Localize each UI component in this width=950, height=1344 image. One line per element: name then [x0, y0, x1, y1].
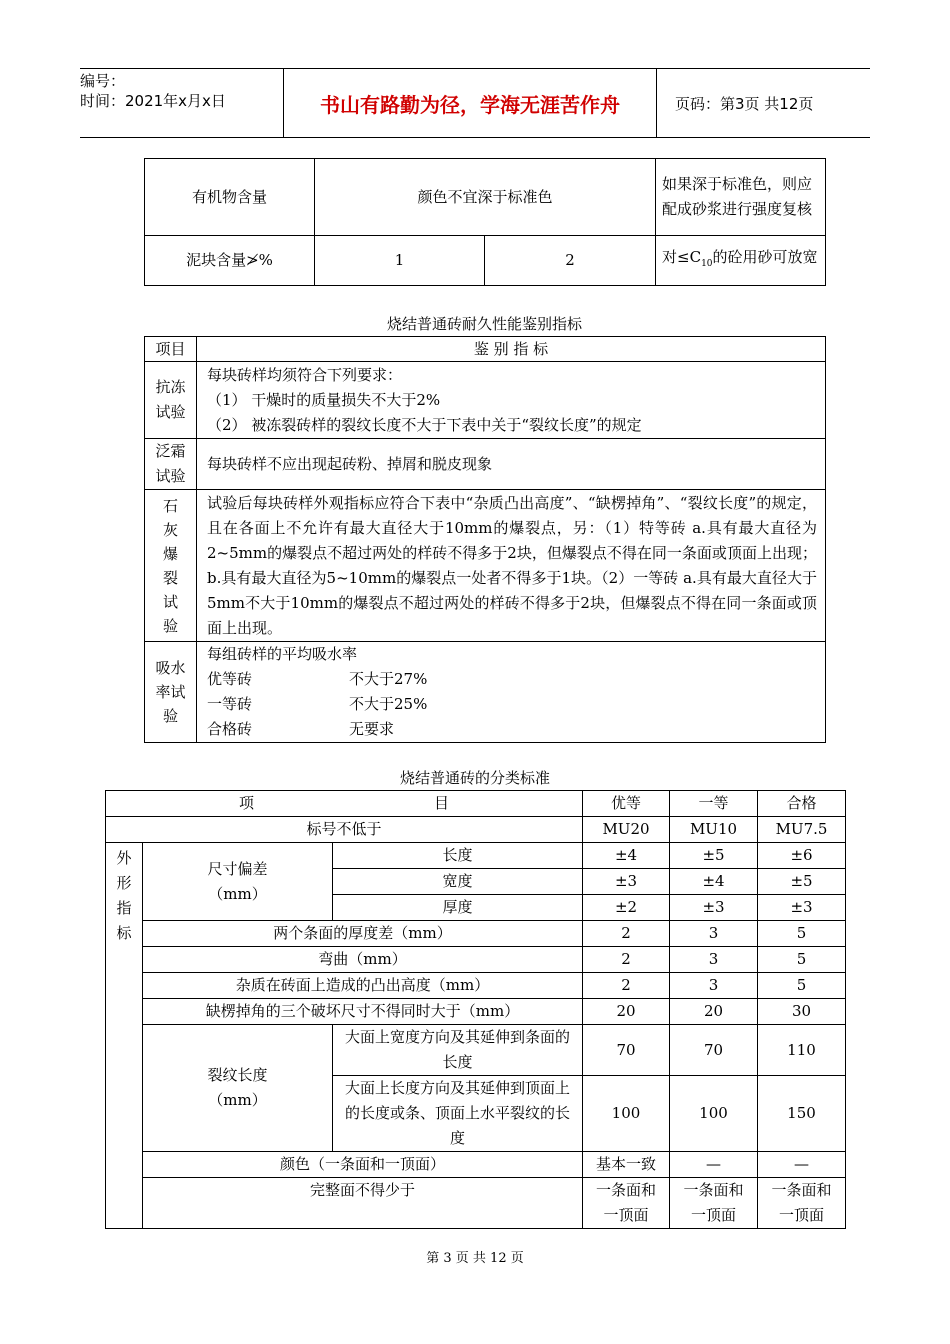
impurity-height-g3: 5 [758, 973, 846, 999]
grade-name: 合格砖 [207, 720, 253, 738]
freeze-test-content [197, 362, 826, 439]
header-left [80, 69, 282, 139]
corner-damage-g2: 20 [670, 999, 758, 1025]
table-row [145, 642, 826, 743]
crack-width-dir-g3: 110 [758, 1025, 846, 1076]
table-row [106, 999, 846, 1025]
corner-damage-g3: 30 [758, 999, 846, 1025]
durability-head-item: 项目 [145, 337, 197, 362]
crack-length-dir-g2: 100 [670, 1076, 758, 1152]
efflorescence-test-content: 每块砖样不应出现起砖粉、掉屑和脱皮现象 [197, 439, 826, 490]
header-page-info [665, 69, 870, 137]
grade-row-g1: MU20 [583, 817, 670, 843]
grade-row-g3: MU7.5 [758, 817, 846, 843]
size-dev-width-label: 宽度 [333, 869, 583, 895]
water-absorption-test-label: 吸水率试验 [145, 642, 197, 743]
head-item-b: 目 [434, 794, 450, 812]
crack-length-dir-g3: 150 [758, 1076, 846, 1152]
organic-content-value: 颜色不宜深于标准色 [315, 159, 656, 236]
header-number-label: 编号： [80, 72, 126, 90]
table-row [106, 1178, 846, 1229]
grade-line [207, 717, 819, 742]
grade-row-g2: MU10 [670, 817, 758, 843]
size-dev-width-g3: ±5 [758, 869, 846, 895]
classification-table-title: 烧结普通砖的分类标准 [399, 769, 550, 787]
crack-length-label-b: （mm） [208, 1091, 267, 1109]
table-row [106, 1025, 846, 1076]
table-row [145, 236, 826, 286]
grade-value: 无要求 [349, 720, 395, 738]
head-grade-2: 一等 [670, 791, 758, 817]
crack-width-dir-g2: 70 [670, 1025, 758, 1076]
thickness-diff-g2: 3 [670, 921, 758, 947]
color-g1: 基本一致 [583, 1152, 670, 1178]
grade-value: 不大于27% [349, 670, 428, 688]
page-header [80, 68, 870, 138]
impurity-height-label: 杂质在砖面上造成的凸出高度（mm） [143, 973, 583, 999]
size-dev-length-g3: ±6 [758, 843, 846, 869]
color-g3: — [758, 1152, 846, 1178]
clay-lump-value-2: 2 [485, 236, 656, 286]
grade-name: 优等砖 [207, 670, 253, 688]
complete-face-label: 完整面不得少于 [143, 1178, 583, 1229]
bending-label: 弯曲（mm） [143, 947, 583, 973]
complete-face-g3: 一条面和一顶面 [758, 1178, 846, 1229]
durability-head-index: 鉴 别 指 标 [197, 337, 826, 362]
size-dev-length-g2: ±5 [670, 843, 758, 869]
bending-g1: 2 [583, 947, 670, 973]
head-grade-1: 优等 [583, 791, 670, 817]
header-page-info-text: 页码：第3页 共12页 [675, 94, 814, 113]
appearance-group-label: 外形指标 [106, 843, 143, 1229]
clay-lump-note-b: 的砼用砂可放宽 [712, 247, 818, 266]
lime-burst-test-content: 试验后每块砖样外观指标应符合下表中“杂质凸出高度”、“缺楞掉角”、“裂纹长度”的规定，且在各面上不允许有最大直径大于10mm的爆裂点，另：（1）特等砖 a.具有最大直径为2~5mm的爆裂点不超过两处的样砖不得多于2块，但爆裂点不得在同一条面或顶面上出现；b.具有最大直径为5~10mm的爆裂点一处者不得多于1块。（2）一等砖 a.具有最大直径大于5mm不大于10mm的爆裂点不超过两处的样砖不得多于2块，但爆裂点不得在同一条面或顶面上出现。 [197, 490, 826, 642]
table-row [145, 337, 826, 362]
size-dev-length-g1: ±4 [583, 843, 670, 869]
clay-lump-value-1: 1 [315, 236, 485, 286]
thickness-diff-g1: 2 [583, 921, 670, 947]
size-dev-thickness-g3: ±3 [758, 895, 846, 921]
head-item-a: 项 [238, 794, 254, 812]
complete-face-g1: 一条面和一顶面 [583, 1178, 670, 1229]
table-row [106, 947, 846, 973]
size-dev-thickness-g2: ±3 [670, 895, 758, 921]
table-row [106, 791, 846, 817]
table-row [106, 973, 846, 999]
clay-lump-note-a: 对≤C [662, 247, 702, 266]
freeze-test-label: 抗冻试验 [145, 362, 197, 439]
crack-width-dir-g1: 70 [583, 1025, 670, 1076]
sand-impurity-table [144, 158, 826, 286]
size-dev-thickness-label: 厚度 [333, 895, 583, 921]
table-row [106, 843, 846, 869]
table-row [145, 490, 826, 642]
efflorescence-test-label: 泛霜试验 [145, 439, 197, 490]
grade-name: 一等砖 [207, 695, 253, 713]
freeze-line-2: （1） 干燥时的质量损失不大于2% [207, 390, 441, 409]
durability-table [144, 336, 826, 743]
table-row [145, 362, 826, 439]
size-dev-thickness-g1: ±2 [583, 895, 670, 921]
organic-content-label: 有机物含量 [145, 159, 315, 236]
table-row [145, 159, 826, 236]
bending-g3: 5 [758, 947, 846, 973]
size-dev-width-g1: ±3 [583, 869, 670, 895]
size-dev-length-label: 长度 [333, 843, 583, 869]
grade-line [207, 692, 819, 717]
crack-length-label-a: 裂纹长度 [207, 1066, 268, 1084]
corner-damage-label: 缺楞掉角的三个破坏尺寸不得同时大于（mm） [143, 999, 583, 1025]
header-motto: 书山有路勤为径，学海无涯苦作舟 [283, 69, 657, 137]
color-label: 颜色（一条面和一顶面） [143, 1152, 583, 1178]
size-dev-width-g2: ±4 [670, 869, 758, 895]
table-row [106, 817, 846, 843]
thickness-diff-g3: 5 [758, 921, 846, 947]
thickness-diff-label: 两个条面的厚度差（mm） [143, 921, 583, 947]
grade-row-label: 标号不低于 [106, 817, 583, 843]
table-row [106, 921, 846, 947]
clay-lump-note-sub: 10 [701, 258, 713, 269]
impurity-height-g1: 2 [583, 973, 670, 999]
page-footer: 第 3 页 共 12 页 [426, 1251, 524, 1266]
durability-table-title: 烧结普通砖耐久性能鉴别指标 [386, 315, 582, 333]
water-absorption-test-content [197, 642, 826, 743]
lime-burst-test-label: 石灰爆裂试验 [145, 490, 197, 642]
table-row [145, 439, 826, 490]
complete-face-g2: 一条面和一顶面 [670, 1178, 758, 1229]
clay-lump-note [656, 236, 826, 286]
head-item [106, 791, 583, 817]
header-time-label: 时间：2021年x月x日 [80, 92, 226, 110]
corner-damage-g1: 20 [583, 999, 670, 1025]
water-absorption-title: 每组砖样的平均吸水率 [207, 645, 358, 663]
freeze-line-1: 每块砖样均须符合下列要求： [207, 365, 403, 384]
freeze-line-3: （2） 被冻裂砖样的裂纹长度不大于下表中关于“裂纹长度”的规定 [207, 415, 642, 434]
color-g2: — [670, 1152, 758, 1178]
crack-length-label [143, 1025, 333, 1152]
clay-lump-label: 泥块含量≯% [145, 236, 315, 286]
table-row [106, 1152, 846, 1178]
crack-length-dir-label: 大面上长度方向及其延伸到顶面上的长度或条、顶面上水平裂纹的长度 [333, 1076, 583, 1152]
organic-content-note: 如果深于标准色，则应配成砂浆进行强度复核 [656, 159, 826, 236]
head-grade-3: 合格 [758, 791, 846, 817]
grade-value: 不大于25% [349, 695, 428, 713]
size-dev-label-b: （mm） [208, 884, 267, 903]
classification-table [105, 790, 846, 1229]
bending-g2: 3 [670, 947, 758, 973]
crack-width-dir-label: 大面上宽度方向及其延伸到条面的长度 [333, 1025, 583, 1076]
grade-line [207, 667, 819, 692]
crack-length-dir-g1: 100 [583, 1076, 670, 1152]
size-dev-label [143, 843, 333, 921]
impurity-height-g2: 3 [670, 973, 758, 999]
size-dev-label-a: 尺寸偏差 [207, 859, 268, 878]
